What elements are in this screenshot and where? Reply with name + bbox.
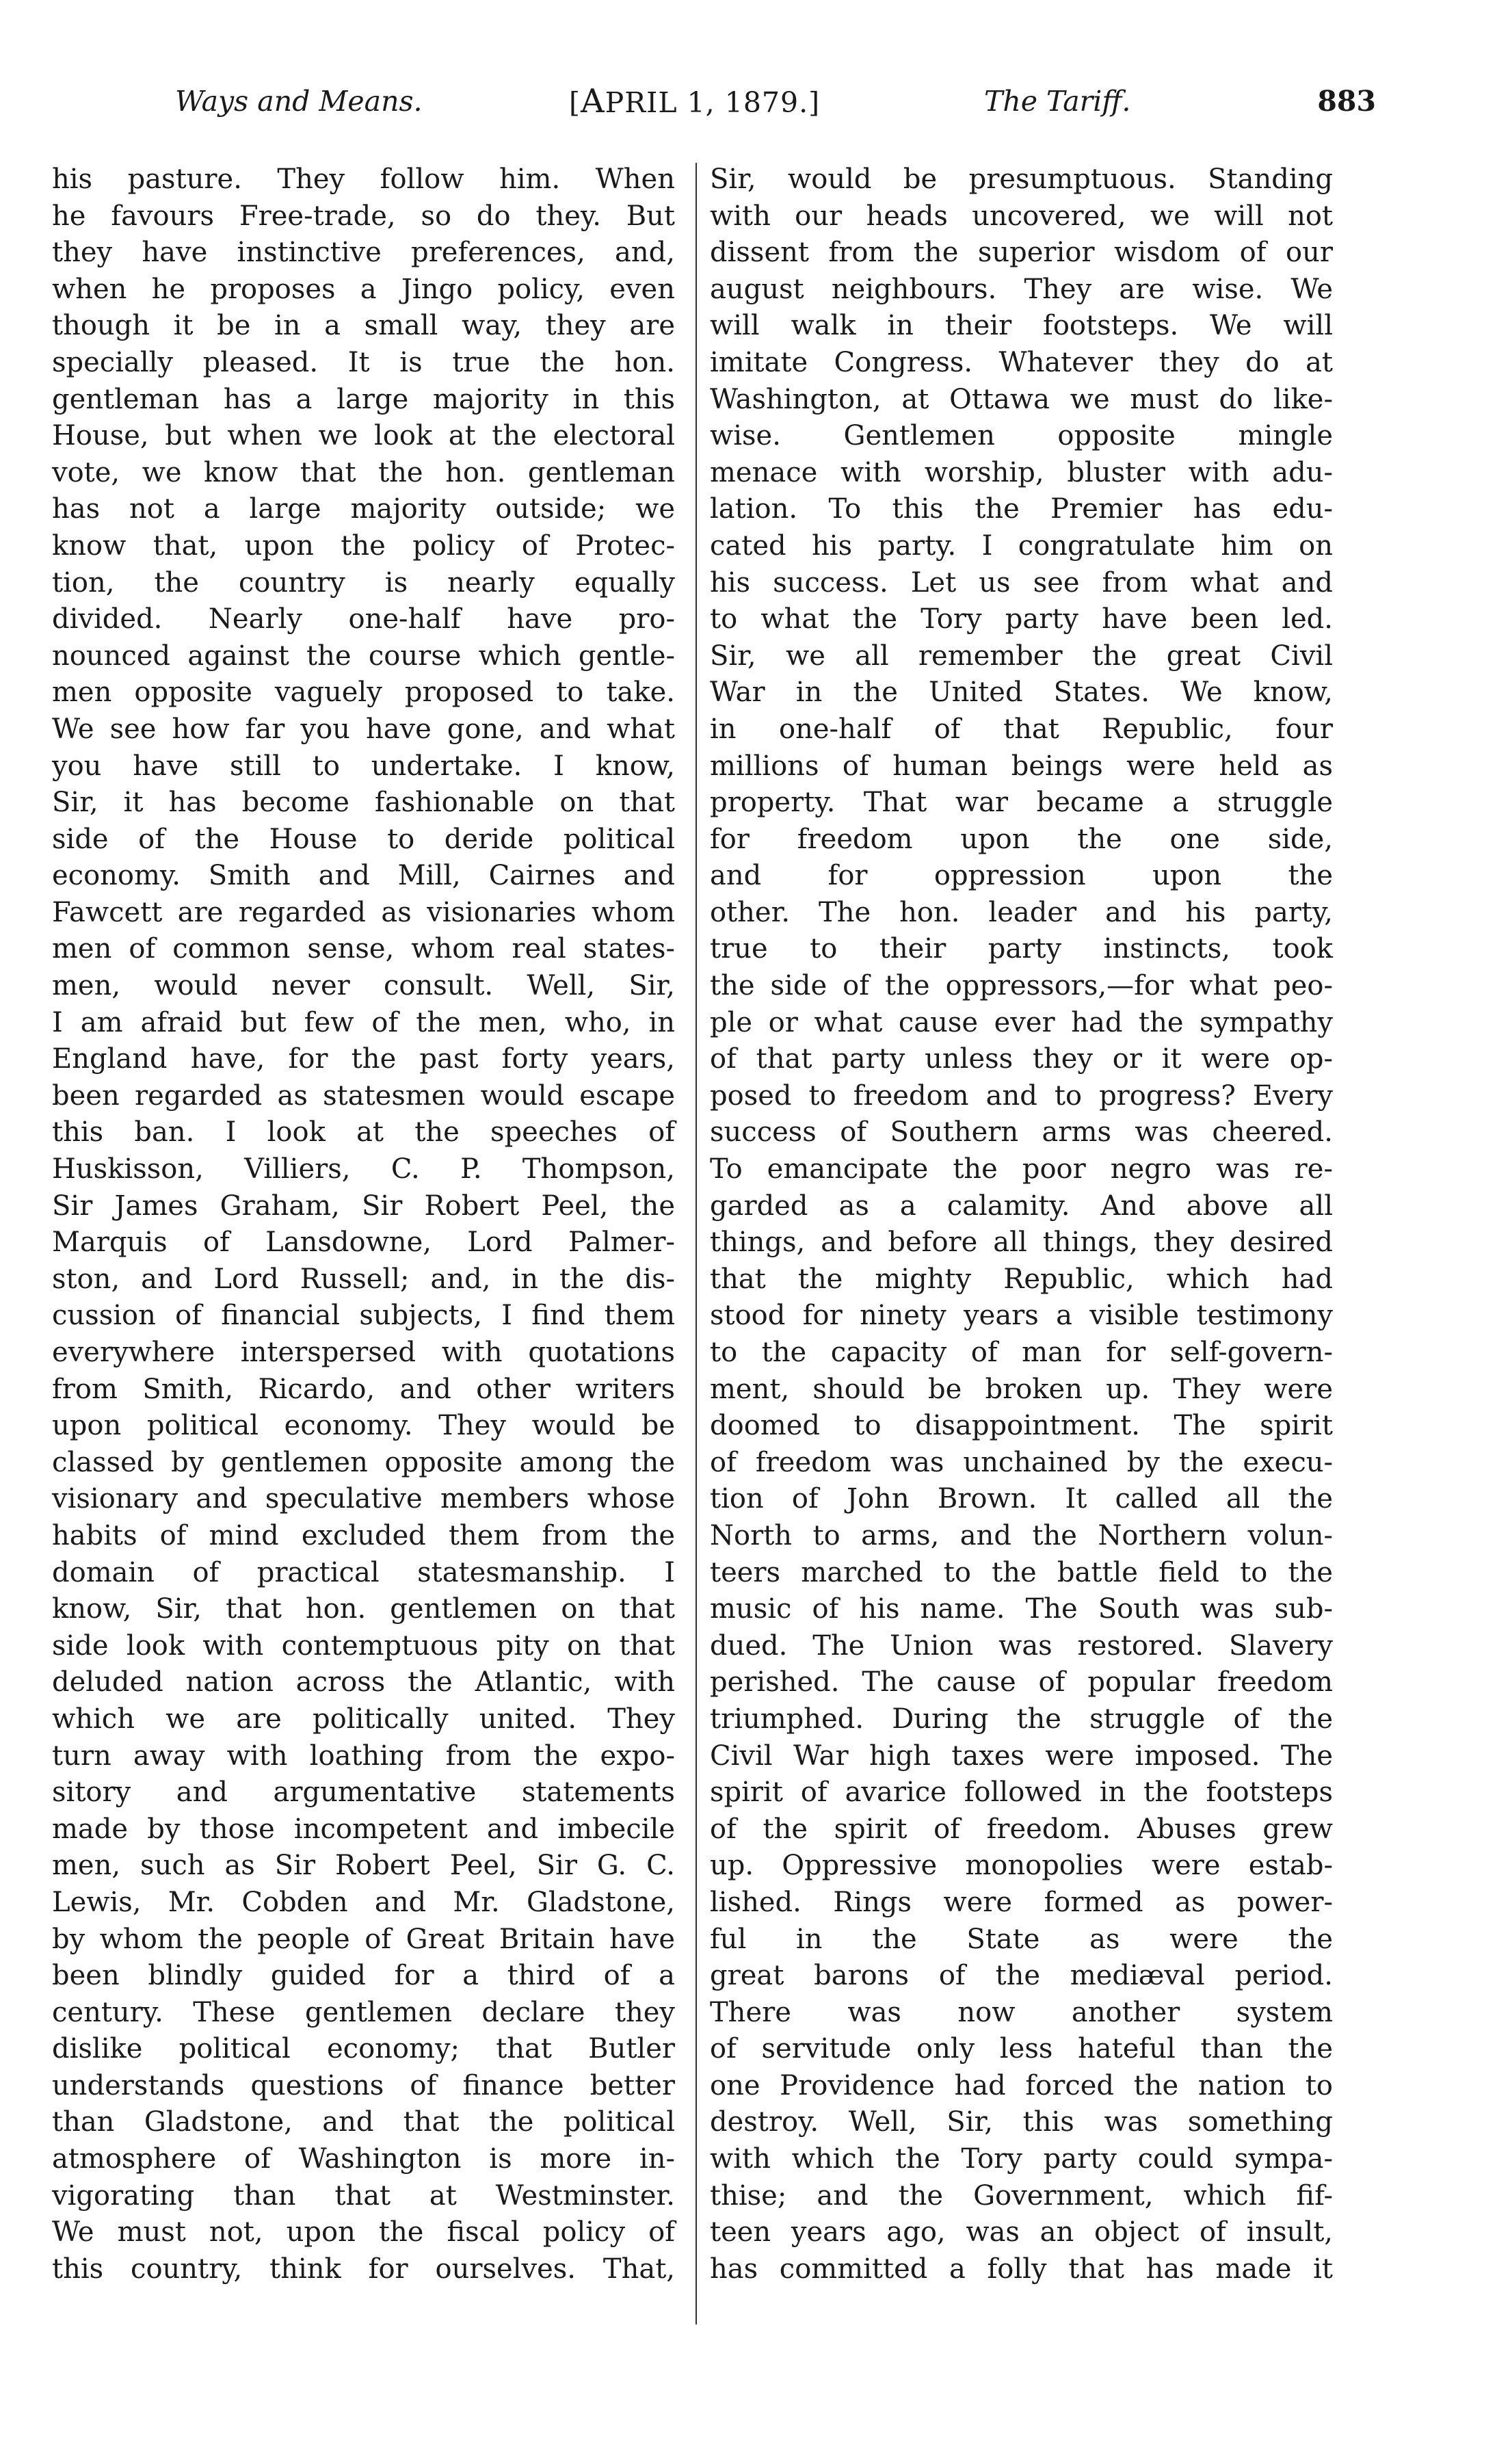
text-line: men opposite vaguely proposed to take. <box>52 677 675 709</box>
text-line: has committed a folly that has made it <box>710 2253 1333 2285</box>
text-line: will walk in their footsteps. We will <box>710 310 1333 342</box>
text-line: Washington, at Ottawa we must do like- <box>710 383 1333 415</box>
text-line: Sir James Graham, Sir Robert Peel, the <box>52 1190 675 1222</box>
text-line: by whom the people of Great Britain have <box>52 1923 675 1955</box>
text-line: august neighbours. They are wise. We <box>710 273 1333 305</box>
text-line: dislike political economy; that Butler <box>52 2033 675 2065</box>
text-line: upon political economy. They would be <box>52 1410 675 1442</box>
text-line: domain of practical statesmanship. I <box>52 1556 675 1588</box>
text-line: habits of mind excluded them from the <box>52 1519 675 1551</box>
text-line: everywhere interspersed with quotations <box>52 1337 675 1368</box>
text-line: North to arms, and the Northern volun- <box>710 1519 1333 1551</box>
text-line: triumphed. During the struggle of the <box>710 1703 1333 1735</box>
text-line: side of the House to deride political <box>52 823 675 855</box>
text-line: nounced against the course which gentle- <box>52 640 675 672</box>
text-line: than Gladstone, and that the political <box>52 2106 675 2138</box>
text-line: know that, upon the policy of Protec- <box>52 529 675 562</box>
text-line: lished. Rings were formed as power- <box>710 1886 1333 1918</box>
date-bracket-open: [ <box>569 86 581 119</box>
text-line: ple or what cause ever had the sympathy <box>710 1006 1333 1038</box>
text-line: We see how far you have gone, and what <box>52 713 675 745</box>
text-line: deluded nation across the Atlantic, with <box>52 1666 675 1699</box>
text-line: visionary and speculative members whose <box>52 1483 675 1515</box>
text-line: There was now another system <box>710 1996 1333 2028</box>
text-line: dued. The Union was restored. Slavery <box>710 1629 1333 1662</box>
text-line: ston, and Lord Russell; and, in the dis- <box>52 1263 675 1295</box>
text-line: teers marched to the battle field to the <box>710 1556 1333 1588</box>
text-line: the side of the oppressors,—for what peo- <box>710 970 1333 1002</box>
date-rest: PRIL 1, 1879.] <box>605 86 821 119</box>
text-line: cated his party. I congratulate him on <box>710 529 1333 562</box>
text-line: ful in the State as were the <box>710 1923 1333 1955</box>
text-line: this ban. I look at the speeches of <box>52 1116 675 1149</box>
text-line: with our heads uncovered, we will not <box>710 200 1333 232</box>
text-line: been regarded as statesmen would escape <box>52 1079 675 1112</box>
text-line: Lewis, Mr. Cobden and Mr. Gladstone, <box>52 1886 675 1918</box>
text-line: menace with worship, bluster with adu- <box>710 456 1333 488</box>
left-column <box>52 161 675 2288</box>
text-line: lation. To this the Premier has edu- <box>710 493 1333 525</box>
running-head-date <box>569 81 820 123</box>
text-line: up. Oppressive monopolies were estab- <box>710 1850 1333 1882</box>
text-line: England have, for the past forty years, <box>52 1043 675 1075</box>
text-line: destroy. Well, Sir, this was something <box>710 2106 1333 2138</box>
text-line: of that party unless they or it were op- <box>710 1043 1333 1075</box>
running-head-section: Ways and Means. <box>175 85 423 118</box>
text-line: know, Sir, that hon. gentlemen on that <box>52 1593 675 1625</box>
text-line: with which the Tory party could sympa- <box>710 2143 1333 2175</box>
text-line: We must not, upon the fiscal policy of <box>52 2216 675 2249</box>
text-line: to what the Tory party have been led. <box>710 603 1333 635</box>
text-line: sitory and argumentative statements <box>52 1777 675 1809</box>
text-line: specially pleased. It is true the hon. <box>52 346 675 378</box>
text-line: tion, the country is nearly equally <box>52 566 675 599</box>
text-line: War in the United States. We know, <box>710 677 1333 709</box>
text-line: his pasture. They follow him. When <box>52 163 675 195</box>
text-line: wise. Gentlemen opposite mingle <box>710 420 1333 452</box>
text-line: Sir, would be presumptuous. Standing <box>710 163 1333 195</box>
text-line: great barons of the mediæval period. <box>710 1960 1333 1992</box>
text-line: and for oppression upon the <box>710 860 1333 892</box>
text-line: they have instinctive preferences, and, <box>52 237 675 269</box>
text-line: tion of John Brown. It called all the <box>710 1483 1333 1515</box>
text-line: to the capacity of man for self-govern- <box>710 1337 1333 1368</box>
text-line: of servitude only less hateful than the <box>710 2033 1333 2065</box>
text-line: posed to freedom and to progress? Every <box>710 1079 1333 1112</box>
text-line: has not a large majority outside; we <box>52 493 675 525</box>
text-line: garded as a calamity. And above all <box>710 1190 1333 1222</box>
text-line: Civil War high taxes were imposed. The <box>710 1740 1333 1772</box>
text-line: side look with contemptuous pity on that <box>52 1629 675 1662</box>
text-line: success of Southern arms was cheered. <box>710 1116 1333 1149</box>
text-line: thise; and the Government, which fif- <box>710 2179 1333 2212</box>
text-line: Marquis of Lansdowne, Lord Palmer- <box>52 1227 675 1259</box>
running-head <box>159 81 1376 122</box>
text-line: Sir, we all remember the great Civil <box>710 640 1333 672</box>
text-line: doomed to disappointment. The spirit <box>710 1410 1333 1442</box>
text-line: men, such as Sir Robert Peel, Sir G. C. <box>52 1850 675 1882</box>
text-line: economy. Smith and Mill, Cairnes and <box>52 860 675 892</box>
text-line: perished. The cause of popular freedom <box>710 1666 1333 1699</box>
text-line: when he proposes a Jingo policy, even <box>52 273 675 305</box>
text-line: this country, think for ourselves. That, <box>52 2253 675 2285</box>
text-line: vigorating than that at Westminster. <box>52 2179 675 2212</box>
text-line: been blindly guided for a third of a <box>52 1960 675 1992</box>
text-line: understands questions of finance better <box>52 2069 675 2101</box>
text-line: other. The hon. leader and his party, <box>710 896 1333 928</box>
text-line: one Providence had forced the nation to <box>710 2069 1333 2101</box>
text-line: House, but when we look at the electoral <box>52 420 675 452</box>
text-line: Huskisson, Villiers, C. P. Thompson, <box>52 1153 675 1185</box>
text-line: of the spirit of freedom. Abuses grew <box>710 1813 1333 1845</box>
right-column <box>710 161 1333 2288</box>
text-line: from Smith, Ricardo, and other writers <box>52 1373 675 1405</box>
text-line: vote, we know that the hon. gentleman <box>52 456 675 488</box>
text-line: property. That war became a struggle <box>710 787 1333 819</box>
text-line: he favours Free-trade, so do they. But <box>52 200 675 232</box>
text-line: for freedom upon the one side, <box>710 823 1333 855</box>
text-line: ment, should be broken up. They were <box>710 1373 1333 1405</box>
text-line: of freedom was unchained by the execu- <box>710 1446 1333 1478</box>
text-line: Fawcett are regarded as visionaries whom <box>52 896 675 928</box>
text-line: century. These gentlemen declare they <box>52 1996 675 2028</box>
text-line: you have still to undertake. I know, <box>52 750 675 782</box>
text-line: stood for ninety years a visible testimony <box>710 1300 1333 1332</box>
text-line: classed by gentlemen opposite among the <box>52 1446 675 1478</box>
text-line: music of his name. The South was sub- <box>710 1593 1333 1625</box>
text-line: turn away with loathing from the expo- <box>52 1740 675 1772</box>
text-line: true to their party instincts, took <box>710 933 1333 965</box>
text-line: To emancipate the poor negro was re- <box>710 1153 1333 1185</box>
text-line: spirit of avarice followed in the footsteps <box>710 1777 1333 1809</box>
date-initial: A <box>581 82 605 120</box>
text-line: cussion of financial subjects, I find them <box>52 1300 675 1332</box>
text-line: in one-half of that Republic, four <box>710 713 1333 745</box>
text-line: atmosphere of Washington is more in- <box>52 2143 675 2175</box>
text-line: his success. Let us see from what and <box>710 566 1333 599</box>
text-line: which we are politically united. They <box>52 1703 675 1735</box>
text-line: dissent from the superior wisdom of our <box>710 237 1333 269</box>
text-line: Sir, it has become fashionable on that <box>52 787 675 819</box>
text-line: divided. Nearly one-half have pro- <box>52 603 675 635</box>
text-line: men, would never consult. Well, Sir, <box>52 970 675 1002</box>
text-line: millions of human beings were held as <box>710 750 1333 782</box>
text-line: teen years ago, was an object of insult, <box>710 2216 1333 2249</box>
text-line: gentleman has a large majority in this <box>52 383 675 415</box>
page-number: 883 <box>1317 85 1376 118</box>
text-line: that the mighty Republic, which had <box>710 1263 1333 1295</box>
text-line: made by those incompetent and imbecile <box>52 1813 675 1845</box>
column-divider <box>696 163 697 2324</box>
text-line: men of common sense, whom real states- <box>52 933 675 965</box>
text-line: imitate Congress. Whatever they do at <box>710 346 1333 378</box>
text-line: though it be in a small way, they are <box>52 310 675 342</box>
text-line: I am afraid but few of the men, who, in <box>52 1006 675 1038</box>
running-head-topic: The Tariff. <box>984 85 1131 118</box>
text-line: things, and before all things, they desired <box>710 1227 1333 1259</box>
